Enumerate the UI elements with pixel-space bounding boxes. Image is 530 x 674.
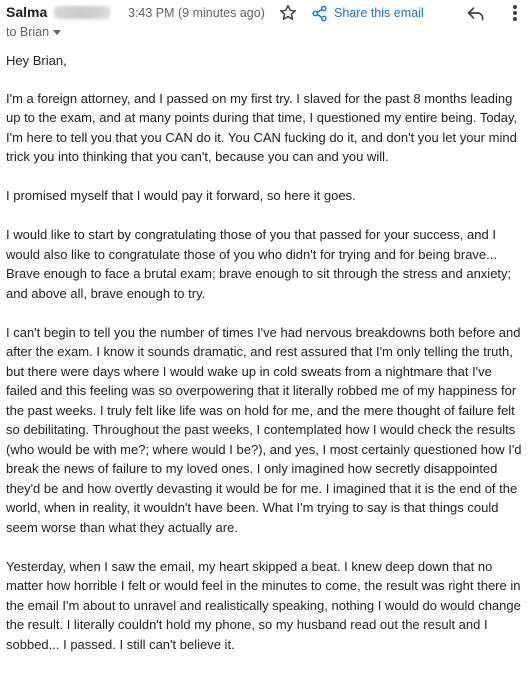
- email-body: [6, 51, 524, 674]
- reply-arrow-icon: [466, 4, 486, 22]
- email-paragraph: I can't begin to tell you the number of times I've had nervous breakdowns both before and after the exam. I know it sounds dramatic, and rest assured that I'm only telling the truth, but there were days where I would wake up in cold sweats from a nightmare that I've failed and this feeling was so overpowering that it literally robbed me of my happiness for the past weeks. I truly felt like life was on hold for me, and the mere thought of failure felt so debilitating. Throughout the past weeks, I contemplated how I would check the results (who would be with me?; where would I be?), and yes, I most certainly questioned how I'd break the news of failure to my loved ones. I only imagined how secretly disappointed they'd be and how overtly devasting it would be for me. I imagined that it is the end of the world, when in reality, it wouldn't have been. What I'm trying to say is that things could seem worse than what they actually are.: [6, 324, 522, 535]
- recipient-label: to Brian: [6, 25, 50, 39]
- email-paragraph: I would like to start by congratulating those of you that passed for your success, and I would also like to congratulate those of you who didn't for trying and for being brave... Brave enough to face a brutal exam; brave enough to sit through the stress and anxiety; and above all, brave enough to try.: [6, 227, 512, 301]
- more-options-button[interactable]: [510, 3, 520, 23]
- share-nodes-icon: [311, 5, 328, 22]
- email-paragraph: Yesterday, when I saw the email, my heart skipped a beat. I knew deep down that no matter how horrible I felt or would feel in the minutes to come, the result was right there in the email I'm about to unravel and realistically speaking, nothing I would do would change the result. I literally couldn't hold my phone, so my husband read out the result and I sobbed... I passed. I still can't believe it.: [6, 558, 521, 652]
- sender-name[interactable]: Salma: [6, 4, 48, 20]
- email-greeting: Hey Brian,: [6, 53, 67, 68]
- recipient-details-toggle[interactable]: [6, 25, 61, 39]
- star-button[interactable]: [278, 3, 298, 23]
- caret-down-icon: [53, 30, 61, 35]
- more-vertical-icon: [510, 3, 520, 23]
- star-outline-icon: [278, 3, 298, 23]
- email-timestamp: 3:43 PM (9 minutes ago): [128, 6, 265, 20]
- email-paragraph: I'm a foreign attorney, and I passed on my first try. I slaved for the past 8 months leading up to the exam, and at many points during that time, I questioned my entire being. Today, I'm here to tell you that you CAN do it. You CAN fucking do it, and don't you let your mind trick you into thinking that you can't, because you can and you will.: [6, 90, 518, 164]
- redacted-sender-email: [54, 6, 110, 19]
- email-header: [0, 0, 530, 44]
- share-email-label: Share this email: [334, 6, 424, 20]
- share-email-button[interactable]: [311, 3, 424, 23]
- reply-button[interactable]: [466, 4, 486, 22]
- email-paragraph: I promised myself that I would pay it forward, so here it goes.: [6, 188, 356, 203]
